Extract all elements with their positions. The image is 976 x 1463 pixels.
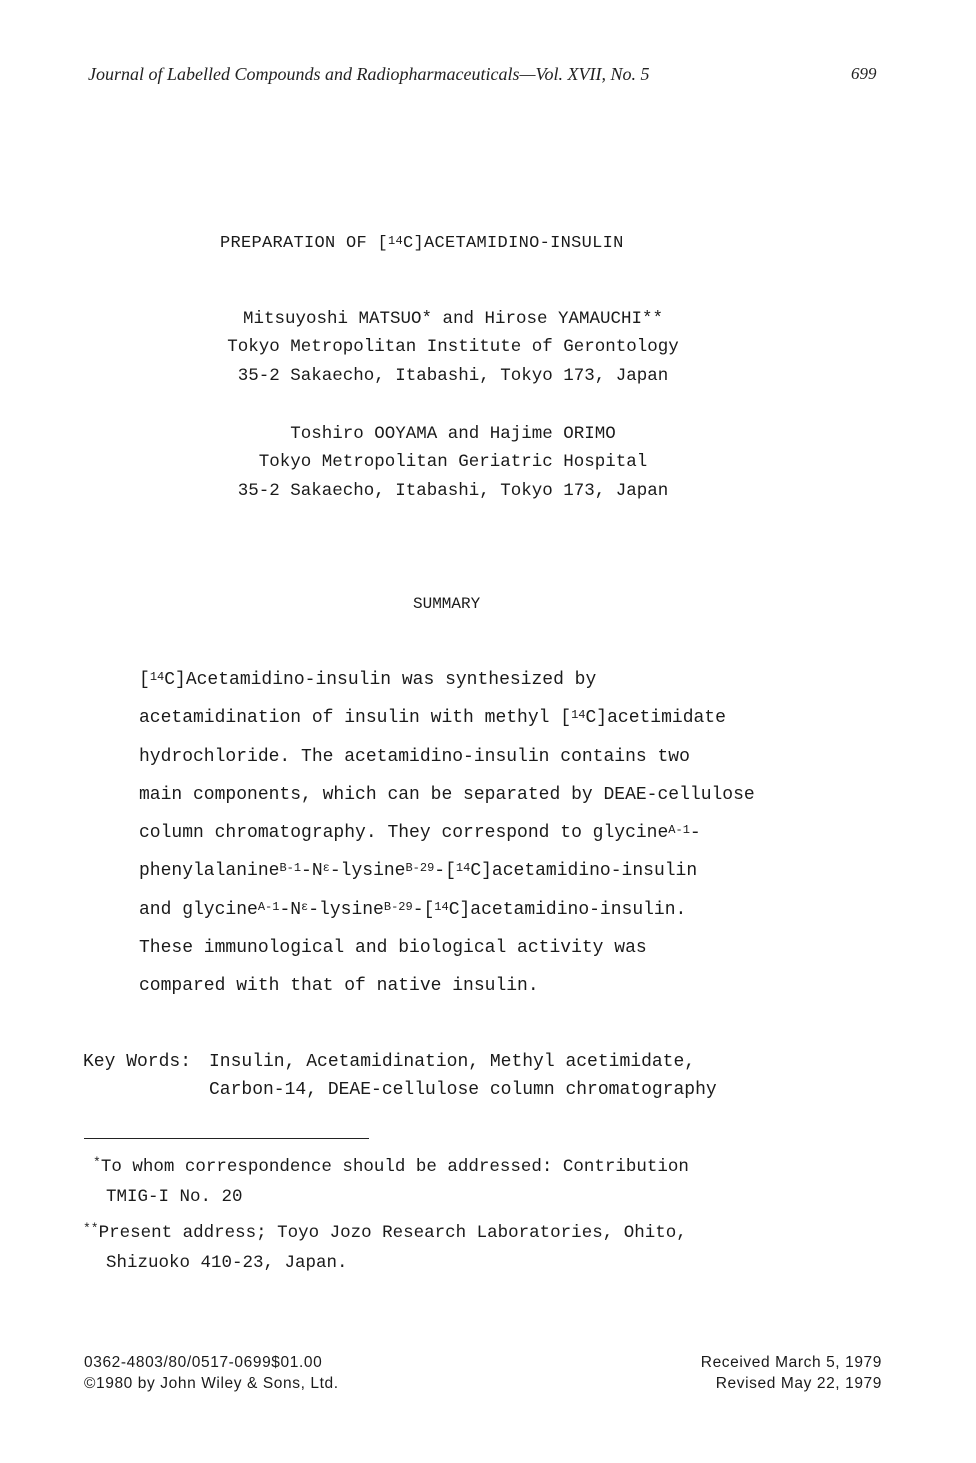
abstract-line: compared with that of native insulin. bbox=[139, 976, 539, 996]
abstract-line bbox=[139, 900, 686, 920]
superscript: 14 bbox=[571, 708, 586, 722]
text-run: C]acetamidino-insulin. bbox=[448, 900, 687, 920]
author-institution-1: Tokyo Metropolitan Institute of Gerontology bbox=[227, 337, 679, 357]
text-run: -lysine bbox=[308, 900, 384, 920]
author-names-1: Mitsuyoshi MATSUO* and Hirose YAMAUCHI** bbox=[242, 309, 664, 329]
superscript: 14 bbox=[455, 861, 471, 875]
text-run: -N bbox=[279, 900, 302, 920]
text-run: -lysine bbox=[329, 861, 406, 881]
superscript: A-1 bbox=[668, 823, 690, 837]
keywords-line-2: Carbon-14, DEAE-cellulose column chromatography bbox=[209, 1080, 717, 1100]
paper-title bbox=[220, 234, 624, 253]
superscript: B-1 bbox=[279, 861, 302, 875]
text-run: and glycine bbox=[139, 900, 258, 920]
revised-date: Revised May 22, 1979 bbox=[715, 1375, 882, 1392]
title-suffix: C]ACETAMIDINO-INSULIN bbox=[403, 234, 624, 253]
footnote-2 bbox=[83, 1223, 687, 1243]
abstract-line bbox=[139, 670, 596, 690]
text-run: -N bbox=[301, 861, 323, 881]
abstract-line: These immunological and biological activity was bbox=[139, 938, 647, 958]
text-run: C]acetamidino-insulin bbox=[470, 861, 698, 881]
keywords-label: Key Words: bbox=[83, 1052, 192, 1072]
superscript: A-1 bbox=[257, 900, 280, 914]
page-number: 699 bbox=[851, 64, 877, 83]
text-run: [ bbox=[139, 670, 150, 690]
text-run: C]acetimidate bbox=[585, 708, 726, 728]
footnote-mark: ** bbox=[83, 1221, 99, 1236]
footnote-text: To whom correspondence should be addressed: Contribution bbox=[100, 1157, 689, 1177]
footnote-1 bbox=[93, 1157, 689, 1177]
keywords-line-1: Insulin, Acetamidination, Methyl acetimidate, bbox=[209, 1052, 696, 1072]
superscript: B-29 bbox=[405, 861, 435, 875]
text-run: -[ bbox=[434, 861, 456, 881]
superscript: 14 bbox=[434, 900, 449, 914]
author-address-2: 35-2 Sakaecho, Itabashi, Tokyo 173, Japan bbox=[237, 481, 669, 501]
footnote-mark: * bbox=[93, 1155, 101, 1170]
text-run: C]Acetamidino-insulin was synthesized by bbox=[164, 670, 597, 690]
text-run: column chromatography. They correspond to glycine bbox=[139, 823, 669, 843]
footnote-2-continued: Shizuoko 410-23, Japan. bbox=[106, 1253, 348, 1273]
superscript: ε bbox=[322, 861, 330, 875]
received-date: Received March 5, 1979 bbox=[700, 1354, 882, 1371]
title-isotope-superscript: 14 bbox=[388, 234, 404, 248]
abstract-line bbox=[139, 708, 726, 728]
summary-heading: SUMMARY bbox=[413, 595, 481, 613]
author-address-1: 35-2 Sakaecho, Itabashi, Tokyo 173, Japan bbox=[237, 366, 669, 386]
author-names-2: Toshiro OOYAMA and Hajime ORIMO bbox=[290, 424, 616, 444]
abstract-line bbox=[139, 823, 701, 843]
text-run: acetamidination of insulin with methyl [ bbox=[139, 708, 572, 728]
text-run: -[ bbox=[412, 900, 435, 920]
abstract-line: main components, which can be separated by DEAE-cellulose bbox=[139, 785, 755, 805]
journal-header: Journal of Labelled Compounds and Radiopharmaceuticals—Vol. XVII, No. 5 bbox=[88, 64, 650, 84]
superscript: ε bbox=[301, 900, 309, 914]
author-institution-2: Tokyo Metropolitan Geriatric Hospital bbox=[258, 452, 648, 472]
publication-code: 0362-4803/80/0517-0699$01.00 bbox=[84, 1354, 323, 1371]
footnote-1-continued: TMIG-I No. 20 bbox=[106, 1187, 243, 1207]
text-run: phenylalanine bbox=[139, 861, 280, 881]
superscript: B-29 bbox=[383, 900, 413, 914]
footnote-text: Present address; Toyo Jozo Research Laboratories, Ohito, bbox=[98, 1223, 687, 1243]
title-prefix: PREPARATION OF [ bbox=[220, 234, 389, 253]
text-run: - bbox=[689, 823, 701, 843]
abstract-line bbox=[139, 861, 697, 881]
footnote-rule bbox=[84, 1138, 369, 1139]
abstract-line: hydrochloride. The acetamidino-insulin contains two bbox=[139, 747, 690, 767]
superscript: 14 bbox=[149, 670, 165, 684]
copyright-notice: ©1980 by John Wiley & Sons, Ltd. bbox=[84, 1375, 339, 1392]
